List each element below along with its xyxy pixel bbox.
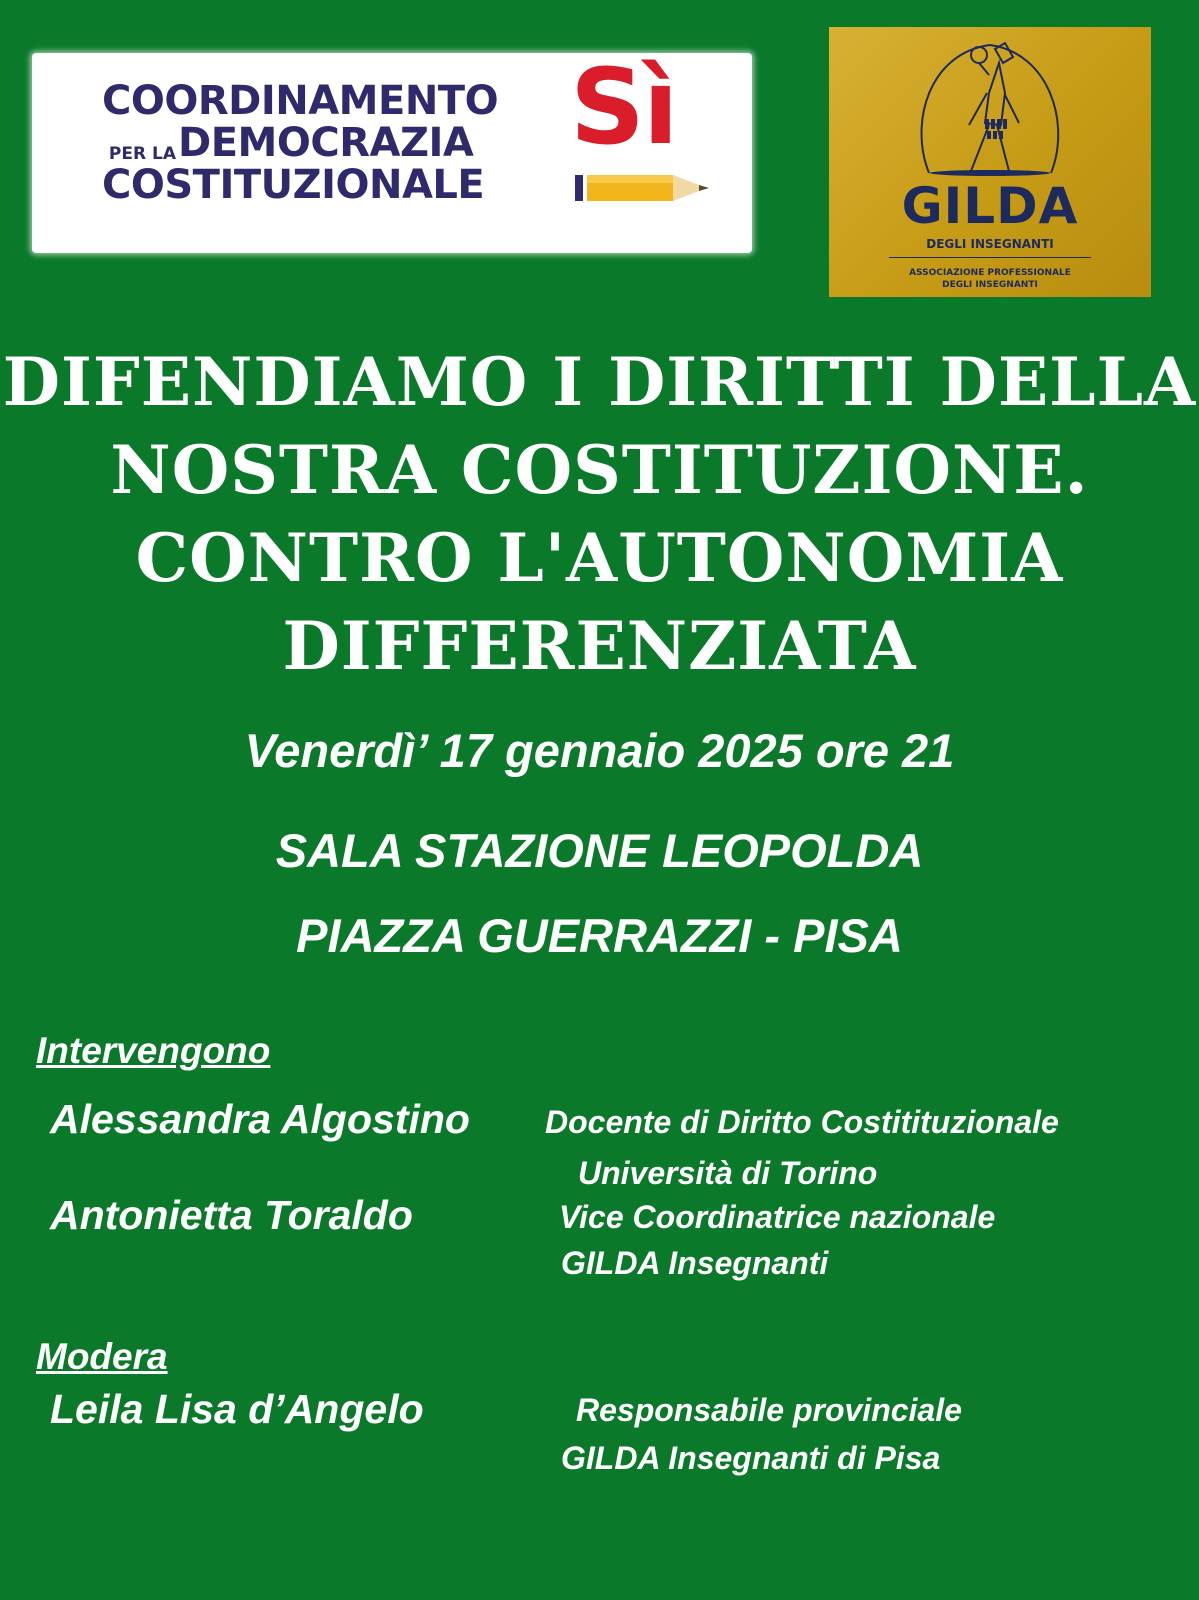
coordinamento-wordmark xyxy=(102,78,499,208)
gilda-divider xyxy=(889,257,1091,258)
event-date: Venerdì’ 17 gennaio 2025 ore 21 xyxy=(244,724,955,777)
gilda-subtitle: DEGLI INSEGNANTI xyxy=(926,237,1054,251)
headline-line: NOSTRA COSTITUZIONE. xyxy=(110,431,1089,509)
speakers-label: Intervengono xyxy=(36,1030,271,1071)
coordinamento-line2: DEMOCRAZIA xyxy=(178,120,474,166)
gilda-logo xyxy=(829,27,1151,297)
gilda-association: ASSOCIAZIONE PROFESSIONALE DEGLI INSEGNANTI xyxy=(909,268,1071,290)
speaker-affiliation: Università di Torino xyxy=(578,1155,878,1191)
headline-line: DIFFERENZIATA xyxy=(282,607,917,685)
moderator-name: Leila Lisa d’Angelo xyxy=(50,1386,424,1432)
coordinamento-line1: COORDINAMENTO xyxy=(102,78,499,124)
coordinamento-logo xyxy=(32,46,752,253)
speaker-name: Antonietta Toraldo xyxy=(50,1192,413,1238)
headline-line: CONTRO L'AUTONOMIA xyxy=(135,519,1064,597)
coordinamento-si-mark: Sì xyxy=(570,46,677,168)
moderator-affiliation: GILDA Insegnanti di Pisa xyxy=(561,1440,941,1476)
pencil-icon xyxy=(575,171,725,205)
moderator-label: Modera xyxy=(36,1336,168,1377)
event-address: PIAZZA GUERRAZZI - PISA xyxy=(296,909,903,962)
headline xyxy=(0,338,1199,690)
speaker-role: Docente di Diritto Costitituzionale xyxy=(545,1104,1059,1140)
speaker-name: Alessandra Algostino xyxy=(50,1096,470,1142)
speaker-affiliation: GILDA Insegnanti xyxy=(561,1245,829,1281)
coordinamento-line3: COSTITUZIONALE xyxy=(102,162,485,208)
warrior-figure-icon xyxy=(909,33,1071,178)
headline-line: DIFENDIAMO I DIRITTI DELLA xyxy=(2,343,1197,421)
speaker-role: Vice Coordinatrice nazionale xyxy=(559,1199,996,1235)
moderator-role: Responsabile provinciale xyxy=(576,1392,962,1428)
event-venue: SALA STAZIONE LEOPOLDA xyxy=(275,824,924,877)
coordinamento-small-text: PER LA xyxy=(108,144,176,164)
gilda-name: GILDA xyxy=(901,177,1079,235)
